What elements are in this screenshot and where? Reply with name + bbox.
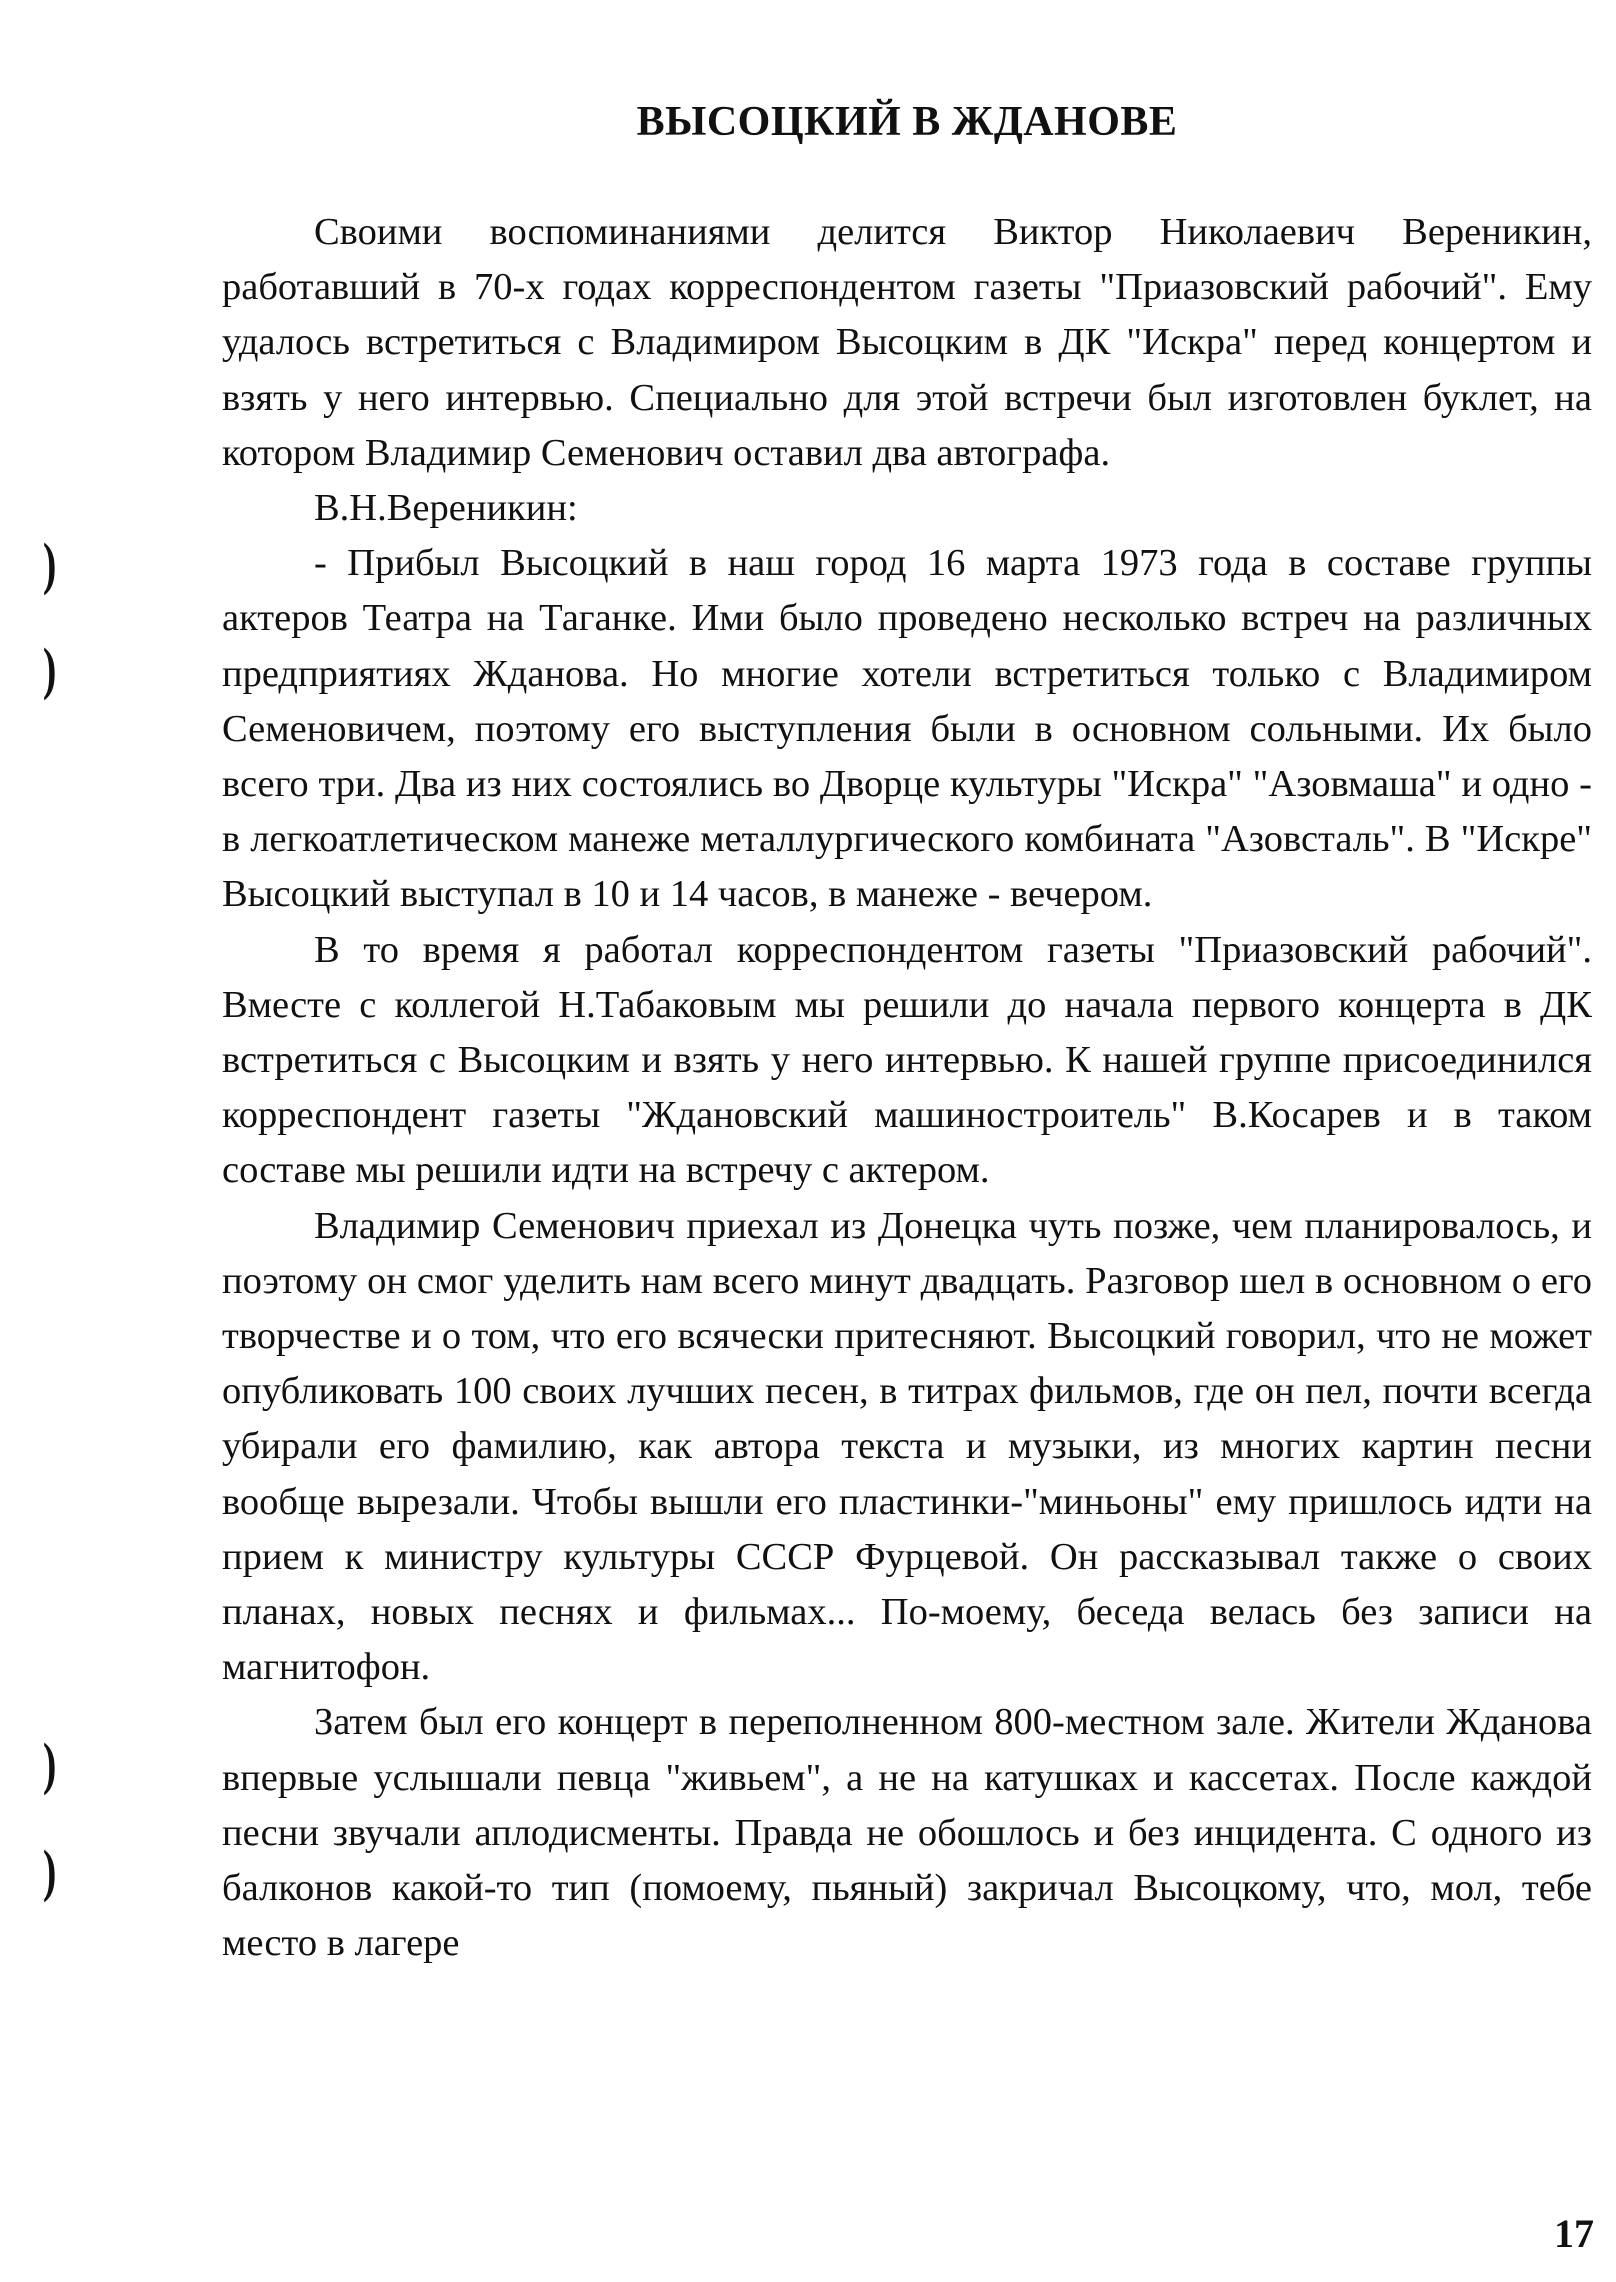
paragraph-interview: В то время я работал корреспондентом газеты "Приазовский рабочий". Вместе с коллегой Н.Табаковым мы решили до начала первого концерта в ДК встретиться с Высоцким и взять у него интервью. К нашей группе присоединился корреспондент газеты "Ждановский машиностроитель" В.Косарев и в таком составе мы решили идти на встречу с актером.: [222, 928, 1592, 1192]
binding-mark-1: ): [42, 531, 57, 596]
article-body: [222, 205, 1592, 1972]
paragraph-arrival: - Прибыл Высоцкий в наш город 16 марта 1973 года в составе группы актеров Театра на Таганке. Ими было проведено несколько встреч на различных предприятиях Жданова. Но многие хотели встретиться только с Владимиром Семеновичем, поэтому его выступления были в основном сольными. Их было всего три. Два из них состоялись во Дворце культуры "Искра" "Азовмаша" и одно - в легкоатлетическом манеже металлургического комбината "Азовсталь". В "Искре" Высоцкий выступал в 10 и 14 часов, в манеже - вечером.: [222, 542, 1592, 916]
page-number: 17: [1554, 2211, 1594, 2256]
paragraph-conversation: Владимир Семенович приехал из Донецка чуть позже, чем планировалось, и поэтому он смог уделить нам всего минут двадцать. Разговор шел в основном о его творчестве и о том, что его всячески притесняют. Высоцкий говорил, что не может опубликовать 100 своих лучших песен, в титрах фильмов, где он пел, почти всегда убирали его фамилию, как автора текста и музыки, из многих картин песни вообще вырезали. Чтобы вышли его пластинки-"миньоны" ему пришлось идти на прием к министру культуры СССР Фурцевой. Он рассказывал также о своих планах, новых песнях и фильмах... По-моему, беседа велась без записи на магнитофон.: [222, 1204, 1592, 1689]
binding-mark-2: ): [42, 636, 57, 701]
paragraph-concert: Затем был его концерт в переполненном 800-местном зале. Жители Жданова впервые услышали певца "живьем", а не на катушках и кассетах. После каждой песни звучали аплодисменты. Правда не обошлось и без инцидента. С одного из балконов какой-то тип (помоему, пьяный) закричал Высоцкому, что, мол, тебе место в лагере: [222, 1701, 1592, 1965]
paragraph-intro: Своими воспоминаниями делится Виктор Николаевич Вереникин, работавший в 70-х годах корреспондентом газеты "Приазовский рабочий". Ему удалось встретиться с Владимиром Высоцким в ДК "Искра" перед концертом и взять у него интервью. Специально для этой встречи был изготовлен буклет, на котором Владимир Семенович оставил два автографа.: [222, 211, 1592, 474]
binding-mark-3: ): [42, 1731, 57, 1796]
paragraph-speaker: В.Н.Вереникин:: [314, 487, 578, 530]
binding-mark-4: ): [42, 1838, 57, 1903]
page-title: ВЫСОЦКИЙ В ЖДАНОВЕ: [636, 99, 1178, 145]
